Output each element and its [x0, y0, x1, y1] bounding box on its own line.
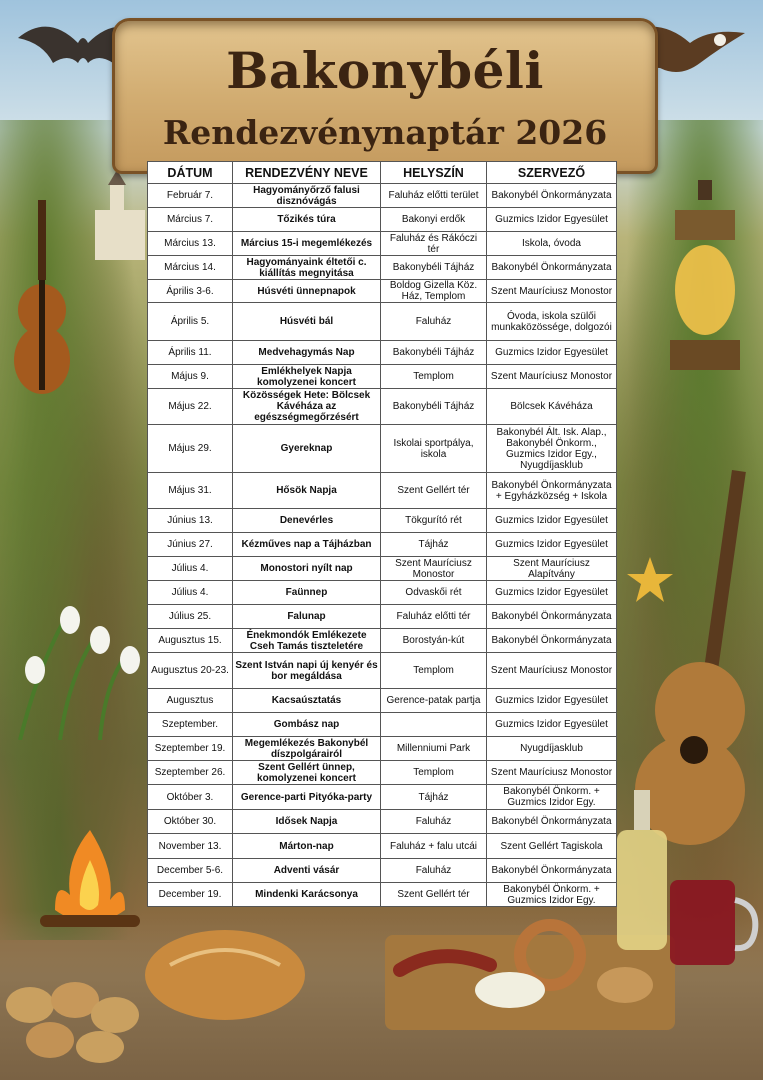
cell-organizer: Szent Mauríciusz Monostor — [487, 653, 617, 689]
table-row — [148, 184, 617, 208]
cell-date: Május 9. — [148, 365, 233, 389]
cell-location: Boldog Gizella Köz. Ház, Templom — [381, 280, 487, 303]
cell-organizer: Szent Gellért Tagiskola — [487, 834, 617, 859]
cell-location: Faluház — [381, 859, 487, 883]
mulled-wine-mug-icon — [660, 860, 760, 970]
column-header-location: HELYSZÍN — [381, 162, 487, 184]
cell-location: Tökgurító rét — [381, 509, 487, 533]
cell-event-name: Hagyományaink éltetői c. kiállítás megnyitása — [233, 256, 381, 280]
cell-location: Szent Mauríciusz Monostor — [381, 557, 487, 581]
cell-location: Millenniumi Park — [381, 737, 487, 761]
cell-event-name: Énekmondók Emlékezete Cseh Tamás tiszteletére — [233, 629, 381, 653]
cell-date: Március 13. — [148, 232, 233, 256]
table-row — [148, 473, 617, 509]
bread-icon — [140, 920, 310, 1030]
table-row — [148, 509, 617, 533]
cell-event-name: Tőzikés túra — [233, 208, 381, 232]
cell-event-name: Húsvéti bál — [233, 303, 381, 341]
cell-organizer: Bakonybél Önkorm. + Guzmics Izidor Egy. — [487, 785, 617, 810]
cell-organizer: Bakonybél Önkormányzata — [487, 256, 617, 280]
cell-date: Május 31. — [148, 473, 233, 509]
cell-date: Április 3-6. — [148, 280, 233, 303]
cell-event-name: Gyereknap — [233, 425, 381, 473]
cell-organizer: Bakonybél Önkormányzata — [487, 605, 617, 629]
table-row — [148, 389, 617, 425]
cell-event-name: Húsvéti ünnepnapok — [233, 280, 381, 303]
table-row — [148, 834, 617, 859]
table-row — [148, 713, 617, 737]
table-row — [148, 761, 617, 785]
cell-location: Templom — [381, 365, 487, 389]
cell-organizer: Bakonybél Önkorm. + Guzmics Izidor Egy. — [487, 883, 617, 907]
cell-location: Szent Gellért tér — [381, 473, 487, 509]
cell-organizer: Bakonybél Önkormányzata — [487, 184, 617, 208]
cell-date: Július 4. — [148, 581, 233, 605]
cell-date: Október 3. — [148, 785, 233, 810]
cell-organizer: Iskola, óvoda — [487, 232, 617, 256]
cell-location: Odvaskői rét — [381, 581, 487, 605]
cell-event-name: Kacsaúsztatás — [233, 689, 381, 713]
cell-event-name: Idősek Napja — [233, 810, 381, 834]
table-row — [148, 533, 617, 557]
lantern-icon — [660, 180, 750, 380]
column-header-organizer: SZERVEZŐ — [487, 162, 617, 184]
cell-organizer: Szent Mauríciusz Alapítvány — [487, 557, 617, 581]
cell-organizer: Bakonybél Önkormányzata + Egyházközség + Iskola — [487, 473, 617, 509]
cell-date: December 19. — [148, 883, 233, 907]
cell-location: Faluház előtti tér — [381, 605, 487, 629]
cell-date: November 13. — [148, 834, 233, 859]
cell-event-name: Közösségek Hete: Bölcsek Kávéháza az egészségmegőrzésért — [233, 389, 381, 425]
column-header-event-name: RENDEZVÉNY NEVE — [233, 162, 381, 184]
event-calendar-table-wrapper — [147, 161, 616, 907]
cell-event-name: Hősök Napja — [233, 473, 381, 509]
cell-organizer: Guzmics Izidor Egyesület — [487, 509, 617, 533]
cell-date: Június 27. — [148, 533, 233, 557]
table-row — [148, 557, 617, 581]
cell-event-name: Falunap — [233, 605, 381, 629]
cell-organizer: Szent Mauríciusz Monostor — [487, 761, 617, 785]
table-row — [148, 785, 617, 810]
cell-location: Faluház előtti terület — [381, 184, 487, 208]
table-row — [148, 629, 617, 653]
title-banner — [112, 18, 658, 174]
cell-location: Faluház — [381, 303, 487, 341]
cell-event-name: Medvehagymás Nap — [233, 341, 381, 365]
cell-organizer: Guzmics Izidor Egyesület — [487, 341, 617, 365]
cell-event-name: Hagyományőrző falusi disznóvágás — [233, 184, 381, 208]
table-row — [148, 653, 617, 689]
cell-organizer: Guzmics Izidor Egyesület — [487, 208, 617, 232]
table-row — [148, 737, 617, 761]
cell-event-name: Monostori nyílt nap — [233, 557, 381, 581]
event-calendar-table — [147, 161, 617, 907]
table-row — [148, 341, 617, 365]
cell-date: Augusztus 15. — [148, 629, 233, 653]
cell-date: Május 22. — [148, 389, 233, 425]
table-row — [148, 605, 617, 629]
cell-organizer: Guzmics Izidor Egyesület — [487, 581, 617, 605]
cell-location: Bakonyi erdők — [381, 208, 487, 232]
cell-date: Szeptember 26. — [148, 761, 233, 785]
table-row — [148, 280, 617, 303]
cell-event-name: Adventi vásár — [233, 859, 381, 883]
cell-event-name: Szent István napi új kenyér és bor megáldása — [233, 653, 381, 689]
cell-date: Augusztus — [148, 689, 233, 713]
cell-location: Gerence-patak partja — [381, 689, 487, 713]
cell-date: Április 11. — [148, 341, 233, 365]
cell-event-name: Megemlékezés Bakonybél díszpolgárairól — [233, 737, 381, 761]
cell-date: Július 4. — [148, 557, 233, 581]
cell-date: Március 7. — [148, 208, 233, 232]
cell-organizer: Guzmics Izidor Egyesület — [487, 689, 617, 713]
cell-event-name: Március 15-i megemlékezés — [233, 232, 381, 256]
cell-organizer: Guzmics Izidor Egyesület — [487, 713, 617, 737]
cell-location: Bakonybéli Tájház — [381, 341, 487, 365]
table-row — [148, 883, 617, 907]
cell-location: Tájház — [381, 785, 487, 810]
cell-date: Szeptember 19. — [148, 737, 233, 761]
cell-location: Borostyán-kút — [381, 629, 487, 653]
cell-event-name: Gombász nap — [233, 713, 381, 737]
table-row — [148, 303, 617, 341]
cell-date: Október 30. — [148, 810, 233, 834]
cell-organizer: Szent Mauríciusz Monostor — [487, 280, 617, 303]
cell-organizer: Bakonybél Önkormányzata — [487, 859, 617, 883]
church-icon — [90, 170, 150, 260]
campfire-icon — [30, 820, 150, 940]
cell-event-name: Kézműves nap a Tájházban — [233, 533, 381, 557]
snowdrops-icon — [10, 600, 145, 740]
cell-event-name: Faünnep — [233, 581, 381, 605]
cell-organizer: Bakonybél Önkormányzata — [487, 629, 617, 653]
cell-organizer: Szent Mauríciusz Monostor — [487, 365, 617, 389]
table-row — [148, 365, 617, 389]
cell-organizer: Bakonybél Ált. Isk. Alap., Bakonybél Önkorm., Guzmics Izidor Egy., Nyugdíjasklub — [487, 425, 617, 473]
cell-organizer: Bölcsek Kávéháza — [487, 389, 617, 425]
cell-date: Június 13. — [148, 509, 233, 533]
column-header-date: DÁTUM — [148, 162, 233, 184]
table-row — [148, 256, 617, 280]
page-title: Bakonybéli — [226, 41, 544, 100]
table-row — [148, 859, 617, 883]
cell-event-name: Gerence-parti Pityóka-party — [233, 785, 381, 810]
cell-location: Templom — [381, 653, 487, 689]
table-row — [148, 425, 617, 473]
cell-event-name: Szent Gellért ünnep, komolyzenei koncert — [233, 761, 381, 785]
table-row — [148, 810, 617, 834]
table-row — [148, 689, 617, 713]
cell-date: Április 5. — [148, 303, 233, 341]
page-subtitle: Rendezvénynaptár 2026 — [162, 113, 608, 152]
cell-organizer: Guzmics Izidor Egyesület — [487, 533, 617, 557]
cell-location: Faluház — [381, 810, 487, 834]
cell-location: Bakonybéli Tájház — [381, 256, 487, 280]
cell-location: Faluház + falu utcái — [381, 834, 487, 859]
cell-date: Május 29. — [148, 425, 233, 473]
cell-location — [381, 713, 487, 737]
cell-date: Február 7. — [148, 184, 233, 208]
cell-event-name: Mindenki Karácsonya — [233, 883, 381, 907]
cell-event-name: Denevérles — [233, 509, 381, 533]
table-row — [148, 208, 617, 232]
cell-organizer: Óvoda, iskola szülői munkaközössége, dolgozói — [487, 303, 617, 341]
cell-organizer: Bakonybél Önkormányzata — [487, 810, 617, 834]
cell-date: Július 25. — [148, 605, 233, 629]
potatoes-icon — [0, 955, 160, 1065]
cell-event-name: Márton-nap — [233, 834, 381, 859]
table-row — [148, 232, 617, 256]
cell-location: Szent Gellért tér — [381, 883, 487, 907]
cell-location: Templom — [381, 761, 487, 785]
violin-icon — [12, 200, 72, 410]
cell-location: Iskolai sportpálya, iskola — [381, 425, 487, 473]
cell-date: Március 14. — [148, 256, 233, 280]
cell-location: Faluház és Rákóczi tér — [381, 232, 487, 256]
cell-location: Bakonybéli Tájház — [381, 389, 487, 425]
cell-organizer: Nyugdíjasklub — [487, 737, 617, 761]
cell-date: December 5-6. — [148, 859, 233, 883]
table-row — [148, 581, 617, 605]
cell-location: Tájház — [381, 533, 487, 557]
cell-date: Szeptember. — [148, 713, 233, 737]
cell-date: Augusztus 20-23. — [148, 653, 233, 689]
table-header-row — [148, 162, 617, 184]
cell-event-name: Emlékhelyek Napja komolyzenei koncert — [233, 365, 381, 389]
